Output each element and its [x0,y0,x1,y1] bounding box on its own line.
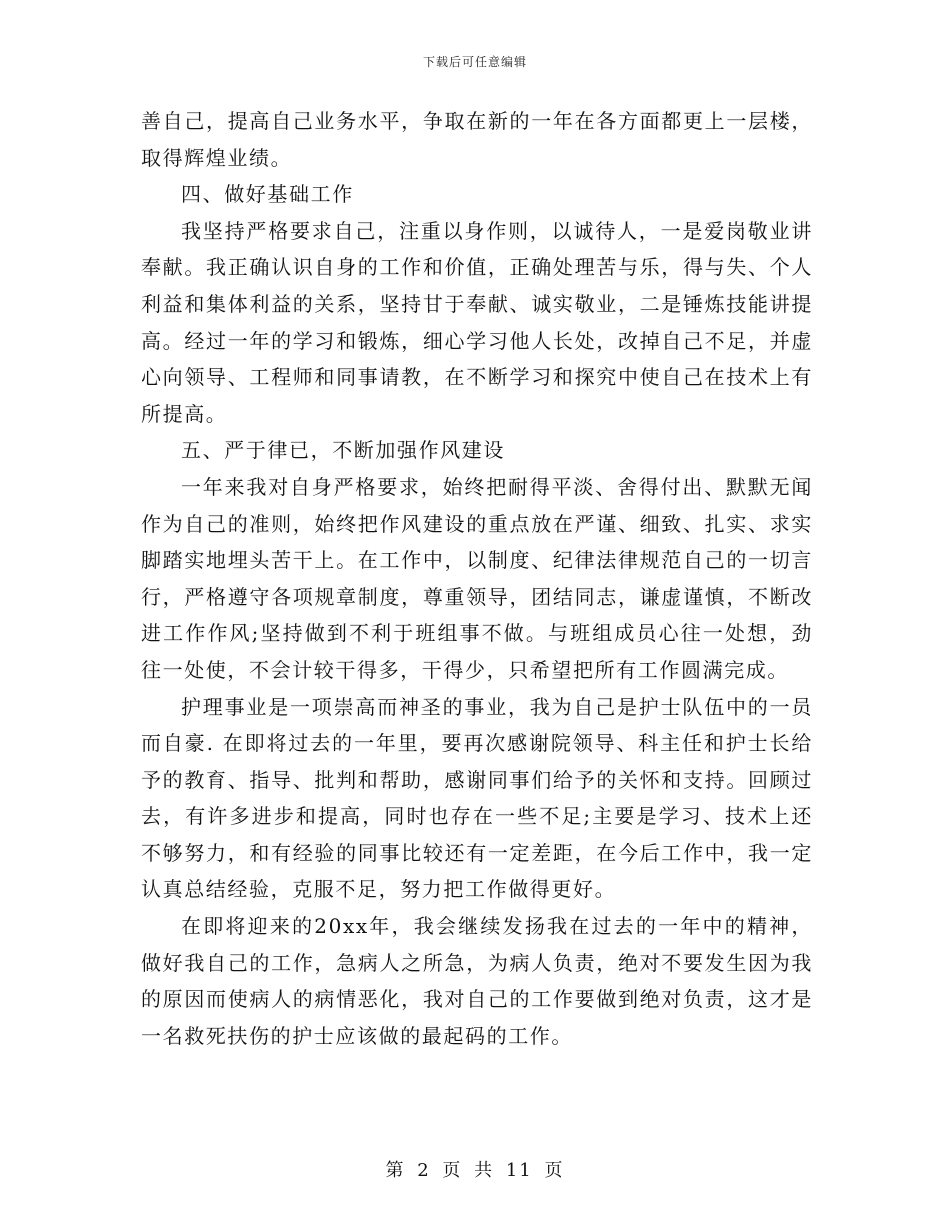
paragraph: 我坚持严格要求自己，注重以身作则，以诚待人，一是爱岗敬业讲奉献。我正确认识自身的工作和价值，正确处理苦与乐，得与失、个人利益和集体利益的关系，坚持甘于奉献、诚实敬业，二是锤炼技能讲提高。经过一年的学习和锻炼，细心学习他人长处，改掉自己不足，并虚心向领导、工程师和同事请教，在不断学习和探究中使自己在技术上有所提高。 [141,218,813,426]
page-number: 第 2 页 共 11 页 [385,1160,565,1181]
paragraph: 护理事业是一项崇高而神圣的事业，我为自己是护士队伍中的一员而自豪. 在即将过去的一年里，要再次感谢院领导、科主任和护士长给予的教育、指导、批判和帮助，感谢同事们给予的关怀和支持。回顾过去，有许多进步和提高，同时也存在一些不足;主要是学习、技术上还不够努力，和有经验的同事比较还有一定差距，在今后工作中，我一定认真总结经验，克服不足，努力把工作做得更好。 [141,694,813,902]
page-header: 下载后可任意编辑 [422,55,527,69]
paragraph: 一年来我对自身严格要求，始终把耐得平淡、舍得付出、默默无闻作为自己的准则，始终把作风建设的重点放在严谨、细致、扎实、求实脚踏实地埋头苦干上。在工作中，以制度、纪律法律规范自己的一切言行，严格遵守各项规章制度，尊重领导，团结同志，谦虚谨慎，不断改进工作作风;坚持做到不利于班组事不做。与班组成员心往一处想，劲往一处使，不会计较干得多，干得少，只希望把所有工作圆满完成。 [141,474,813,682]
paragraph: 在即将迎来的20xx年，我会继续发扬我在过去的一年中的精神，做好我自己的工作，急病人之所急，为病人负责，绝对不要发生因为我的原因而使病人的病情恶化，我对自己的工作要做到绝对负责，这才是一名救死扶伤的护士应该做的最起码的工作。 [141,914,813,1048]
paragraph-continuation: 善自己，提高自己业务水平，争取在新的一年在各方面都更上一层楼，取得辉煌业绩。 [141,109,813,170]
document-body [141,103,813,1054]
section-heading-4: 四、做好基础工作 [181,182,354,207]
section-heading-5: 五、严于律已，不断加强作风建设 [181,438,505,463]
